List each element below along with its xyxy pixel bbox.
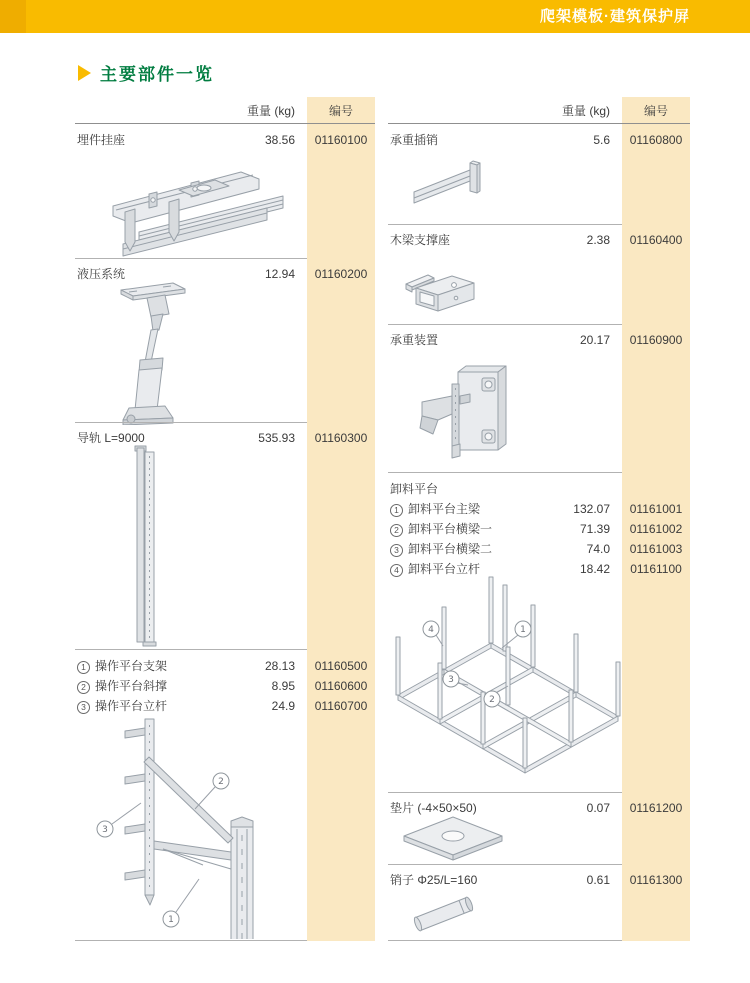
part-name-text: 操作平台支架 xyxy=(95,659,168,673)
part-weight: 38.56 xyxy=(264,133,295,147)
part-name: 垫片 (-4×50×50) xyxy=(390,801,477,815)
part-name: 埋件挂座 xyxy=(77,133,126,147)
circled-number: 4 xyxy=(390,564,403,577)
drawing-label-3 xyxy=(443,671,468,687)
circled-number: 2 xyxy=(77,681,90,694)
part-code: 01161001 xyxy=(629,502,683,516)
circled-number: 3 xyxy=(77,701,90,714)
part-name: 导轨 L=9000 xyxy=(77,431,145,445)
circled-number: 2 xyxy=(390,524,403,537)
part-name xyxy=(388,520,540,537)
part-weight: 28.13 xyxy=(264,659,295,673)
work-platform-bracket-drawing xyxy=(83,711,308,939)
group-title-row xyxy=(388,472,690,497)
section-timber-beam-support xyxy=(388,224,690,324)
part-name: 销子 Φ25/L=160 xyxy=(390,873,478,887)
part-name: 液压系统 xyxy=(77,267,126,281)
part-weight: 20.17 xyxy=(579,333,610,347)
part-code: 01161200 xyxy=(629,801,683,815)
part-code: 01160700 xyxy=(314,699,368,713)
svg-text:4: 4 xyxy=(428,625,434,635)
top-banner xyxy=(0,0,750,33)
circled-number: 1 xyxy=(77,661,90,674)
svg-text:2: 2 xyxy=(489,695,495,705)
part-weight: 71.39 xyxy=(579,522,610,536)
part-weight: 132.07 xyxy=(573,502,610,516)
part-weight: 18.42 xyxy=(579,562,610,576)
part-row xyxy=(388,864,690,888)
part-row xyxy=(388,497,690,517)
part-row xyxy=(75,674,375,694)
part-name xyxy=(75,677,225,694)
code-header: 编号 xyxy=(643,103,668,118)
section-pin xyxy=(388,864,690,941)
part-weight: 12.94 xyxy=(264,267,295,281)
table-header-row xyxy=(75,97,375,124)
group-title: 卸料平台 xyxy=(390,482,439,496)
circled-number: 3 xyxy=(390,544,403,557)
part-row xyxy=(388,224,690,248)
part-code: 01160100 xyxy=(314,133,368,147)
section-load-bearing-device xyxy=(388,324,690,472)
load-pin-drawing xyxy=(406,150,496,212)
parts-tables xyxy=(75,97,690,941)
part-name-text: 卸料平台横梁一 xyxy=(408,522,493,536)
brand-text: 爬架模板·建筑保护屏 xyxy=(540,8,690,25)
embedded-hanger-drawing xyxy=(83,150,308,262)
section-unloading-platform xyxy=(388,472,690,792)
part-row xyxy=(75,694,375,714)
section-guide-rail xyxy=(75,422,375,649)
section-shim-plate xyxy=(388,792,690,864)
part-code: 01160900 xyxy=(629,333,683,347)
part-name-text: 卸料平台横梁二 xyxy=(408,542,493,556)
drawing-label-4 xyxy=(423,621,443,646)
part-weight: 0.07 xyxy=(586,801,610,815)
part-name-text: 卸料平台立杆 xyxy=(408,562,481,576)
part-weight: 0.61 xyxy=(586,873,610,887)
parts-table-right xyxy=(388,97,690,941)
pin-drawing xyxy=(400,890,490,938)
section-load-pin xyxy=(388,124,690,224)
part-row xyxy=(388,557,690,577)
part-row xyxy=(388,537,690,557)
hydraulic-system-drawing xyxy=(93,280,233,425)
part-name xyxy=(75,657,225,674)
part-weight: 535.93 xyxy=(258,431,295,445)
part-row xyxy=(75,422,375,446)
guide-rail-drawing xyxy=(117,444,177,649)
section-work-platform xyxy=(75,649,375,941)
circled-number: 1 xyxy=(390,504,403,517)
part-code: 01160500 xyxy=(314,659,368,673)
timber-beam-support-drawing xyxy=(396,258,486,320)
drawing-label-1 xyxy=(163,879,199,927)
weight-header: 重量 (kg) xyxy=(561,103,610,118)
part-row xyxy=(388,517,690,537)
banner-corner-tab xyxy=(0,0,26,33)
part-code: 01161003 xyxy=(629,542,683,556)
part-code: 01161100 xyxy=(630,562,682,576)
part-name xyxy=(75,697,225,714)
svg-text:1: 1 xyxy=(168,915,174,925)
part-name xyxy=(388,500,540,517)
part-code: 01161300 xyxy=(629,873,683,887)
part-weight: 8.95 xyxy=(271,679,295,693)
part-name-text: 卸料平台主梁 xyxy=(408,502,481,516)
part-code: 01160400 xyxy=(629,233,683,247)
part-name xyxy=(388,560,540,577)
part-weight: 74.0 xyxy=(586,542,610,556)
table-header-row xyxy=(388,97,690,124)
part-name: 木梁支撑座 xyxy=(390,233,451,247)
svg-text:1: 1 xyxy=(520,625,526,635)
part-name-text: 操作平台立杆 xyxy=(95,699,168,713)
part-row xyxy=(388,124,690,148)
part-weight: 24.9 xyxy=(271,699,295,713)
load-bearing-device-drawing xyxy=(400,356,540,468)
page-title: 主要部件一览 xyxy=(100,65,214,84)
svg-text:3: 3 xyxy=(102,825,108,835)
unloading-platform-drawing xyxy=(388,558,688,790)
part-weight: 5.6 xyxy=(593,133,610,147)
part-code: 01160800 xyxy=(629,133,683,147)
part-name-text: 操作平台斜撑 xyxy=(95,679,168,693)
code-header: 编号 xyxy=(328,103,353,118)
weight-header: 重量 (kg) xyxy=(246,103,295,118)
part-row xyxy=(75,649,375,674)
section-embedded-hanger xyxy=(75,124,375,258)
part-weight: 2.38 xyxy=(586,233,610,247)
shim-plate-drawing xyxy=(398,814,508,866)
part-code: 01160200 xyxy=(314,267,368,281)
part-name xyxy=(388,540,540,557)
part-row xyxy=(388,792,690,816)
part-code: 01160600 xyxy=(314,679,368,693)
svg-text:2: 2 xyxy=(218,777,224,787)
part-row xyxy=(388,324,690,348)
part-name: 承重插销 xyxy=(390,133,439,147)
part-code: 01161002 xyxy=(629,522,683,536)
part-row xyxy=(75,124,375,148)
svg-text:3: 3 xyxy=(448,675,454,685)
section-title xyxy=(78,60,214,85)
part-name: 承重装置 xyxy=(390,333,439,347)
parts-table-left xyxy=(75,97,375,941)
part-row xyxy=(75,258,375,282)
arrow-right-icon xyxy=(78,65,91,81)
part-code: 01160300 xyxy=(314,431,368,445)
drawing-label-2 xyxy=(195,773,229,809)
section-hydraulic-system xyxy=(75,258,375,422)
